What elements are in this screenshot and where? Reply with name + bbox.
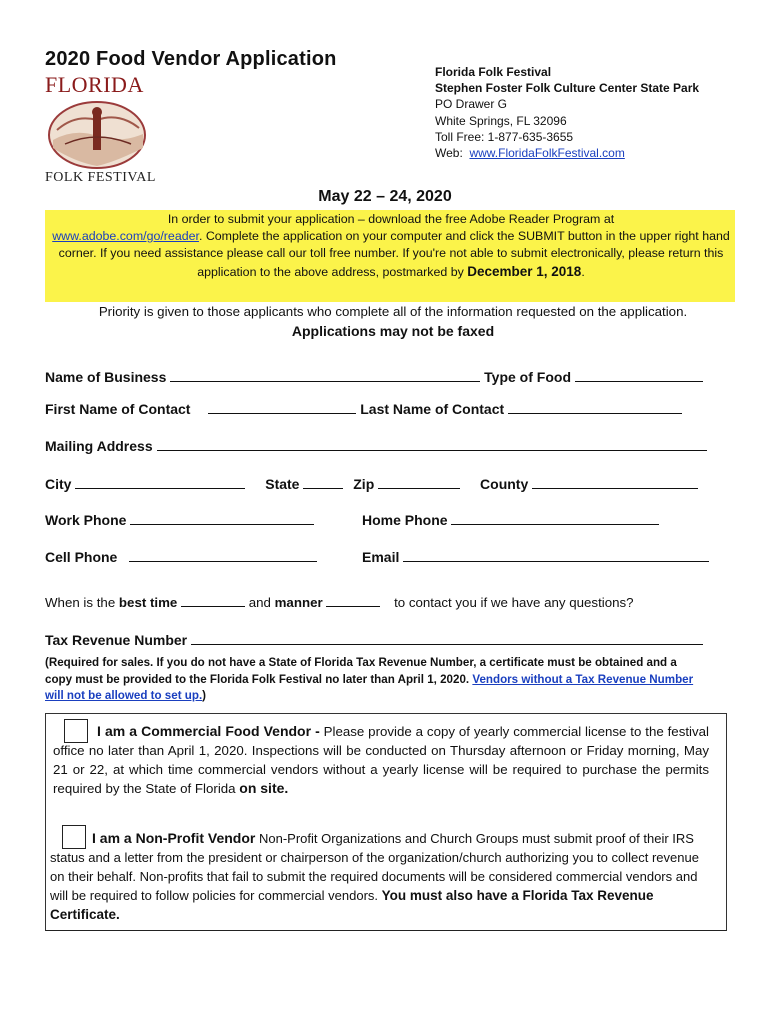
org-web-label: Web: [435, 146, 463, 161]
instructions-part3: . [581, 264, 585, 279]
contact-question-row [45, 594, 634, 610]
home-phone-row [362, 512, 659, 528]
commercial-vendor-emphasis: on site. [239, 780, 289, 796]
org-park: Stephen Foster Folk Culture Center State Park [435, 81, 700, 96]
city-field[interactable] [75, 476, 245, 489]
florida-folk-festival-logo [45, 72, 160, 187]
nonprofit-vendor-emphasis: You must also have a Florida Tax Revenue Certificate. [50, 888, 654, 922]
business-name-row [45, 369, 703, 385]
mailing-address-row [45, 438, 707, 454]
nonprofit-vendor-paragraph [50, 829, 710, 924]
nonprofit-vendor-label: I am a Non-Profit Vendor [92, 830, 256, 846]
state-field[interactable] [303, 476, 343, 489]
business-name-label: Name of Business [45, 369, 167, 385]
business-name-field[interactable] [170, 369, 480, 382]
email-field[interactable] [403, 549, 709, 562]
city-state-row [45, 476, 698, 492]
best-time-label: best time [118, 595, 178, 610]
adobe-reader-link[interactable]: www.adobe.com/go/reader [52, 229, 199, 244]
tax-note-text: (Required for sales. If you do not have a State of Florida Tax Revenue Number, a certificate must be obtained and a copy must be provided to the Florida Folk Festival no later than April 1, 2020. [45, 656, 677, 686]
last-name-label: Last Name of Contact [360, 401, 505, 417]
org-phone: Toll Free: 1-877-635-3655 [435, 129, 574, 144]
email-label: Email [362, 549, 400, 565]
commercial-vendor-paragraph [53, 722, 709, 798]
home-phone-field[interactable] [451, 512, 659, 525]
instructions-text [52, 211, 730, 281]
contact-question-p2: and [248, 595, 271, 610]
type-of-food-field[interactable] [575, 369, 703, 382]
tax-note-warning-link: Vendors without a Tax Revenue Number will not be allowed to set up. [45, 672, 694, 702]
deadline-date: December 1, 2018 [467, 263, 582, 279]
county-label: County [480, 476, 529, 492]
type-of-food-label: Type of Food [484, 369, 571, 385]
commercial-vendor-label: I am a Commercial Food Vendor - [97, 723, 320, 739]
contact-name-row [45, 401, 682, 417]
last-name-field[interactable] [508, 401, 682, 414]
instructions-part1: In order to submit your application – download the free Adobe Reader Program at [167, 212, 615, 226]
no-fax-note: Applications may not be faxed [291, 323, 495, 339]
cell-phone-row [45, 549, 317, 565]
first-name-field[interactable] [208, 401, 356, 414]
work-phone-row [45, 512, 314, 528]
cell-phone-label: Cell Phone [45, 549, 118, 565]
first-name-label: First Name of Contact [45, 401, 191, 417]
org-address-line1: PO Drawer G [435, 97, 508, 112]
contact-question-p1: When is the [45, 595, 116, 610]
manner-label: manner [274, 595, 323, 610]
tax-requirement-note [45, 655, 705, 705]
cell-phone-field[interactable] [129, 549, 317, 562]
home-phone-label: Home Phone [362, 512, 448, 528]
priority-note: Priority is given to those applicants who complete all of the information requested on the application. [98, 304, 688, 319]
zip-field[interactable] [378, 476, 460, 489]
instructions-part2: . Complete the application on your computer and click the SUBMIT button in the upper right hand corner. If you need assistance please call our toll free number. If you're not able to submit electronically, please return this application to the above address, postmarked by [58, 229, 730, 279]
logo-wordmark-bottom: FOLK FESTIVAL [45, 170, 156, 185]
email-row [362, 549, 709, 565]
state-label: State [265, 476, 300, 492]
mailing-address-label: Mailing Address [45, 438, 153, 454]
best-time-field[interactable] [181, 594, 245, 607]
county-field[interactable] [532, 476, 698, 489]
nonprofit-vendor-text: Non-Profit Organizations and Church Groups must submit proof of their IRS status and a letter from the president or chairperson of the organization/church authorizing you to collect revenue on their behalf. Non-profits that fail to submit the required documents will be considered commercial vendors and will be required to follow policies for commercial vendors. [50, 831, 699, 903]
mailing-address-field[interactable] [157, 438, 707, 451]
city-label: City [45, 476, 72, 492]
festival-emblem-icon [45, 100, 150, 170]
festival-dates: May 22 – 24, 2020 [318, 188, 452, 205]
tax-number-label: Tax Revenue Number [45, 632, 188, 648]
tax-note-close: ) [202, 689, 207, 702]
org-address-line2: White Springs, FL 32096 [435, 113, 567, 128]
page-title: 2020 Food Vendor Application [45, 48, 337, 70]
work-phone-label: Work Phone [45, 512, 127, 528]
work-phone-field[interactable] [130, 512, 314, 525]
commercial-vendor-text: Please provide a copy of yearly commercial license to the festival office no later than April 1, 2020. Inspections will be conducted on Thursday afternoon or Friday morning, May 21 or 22, at which time commercial vendors without a yearly license will be required to purchase the permits required by the State of Florida [53, 724, 709, 796]
manner-field[interactable] [326, 594, 380, 607]
org-name: Florida Folk Festival [435, 65, 552, 79]
zip-label: Zip [353, 476, 375, 492]
tax-number-field[interactable] [191, 632, 703, 645]
logo-wordmark-top: FLORIDA [45, 72, 144, 97]
tax-number-row [45, 632, 703, 648]
contact-question-p3: to contact you if we have any questions? [394, 595, 634, 610]
festival-website-link[interactable]: www.FloridaFolkFestival.com [469, 146, 625, 161]
organization-address-block [435, 64, 699, 161]
